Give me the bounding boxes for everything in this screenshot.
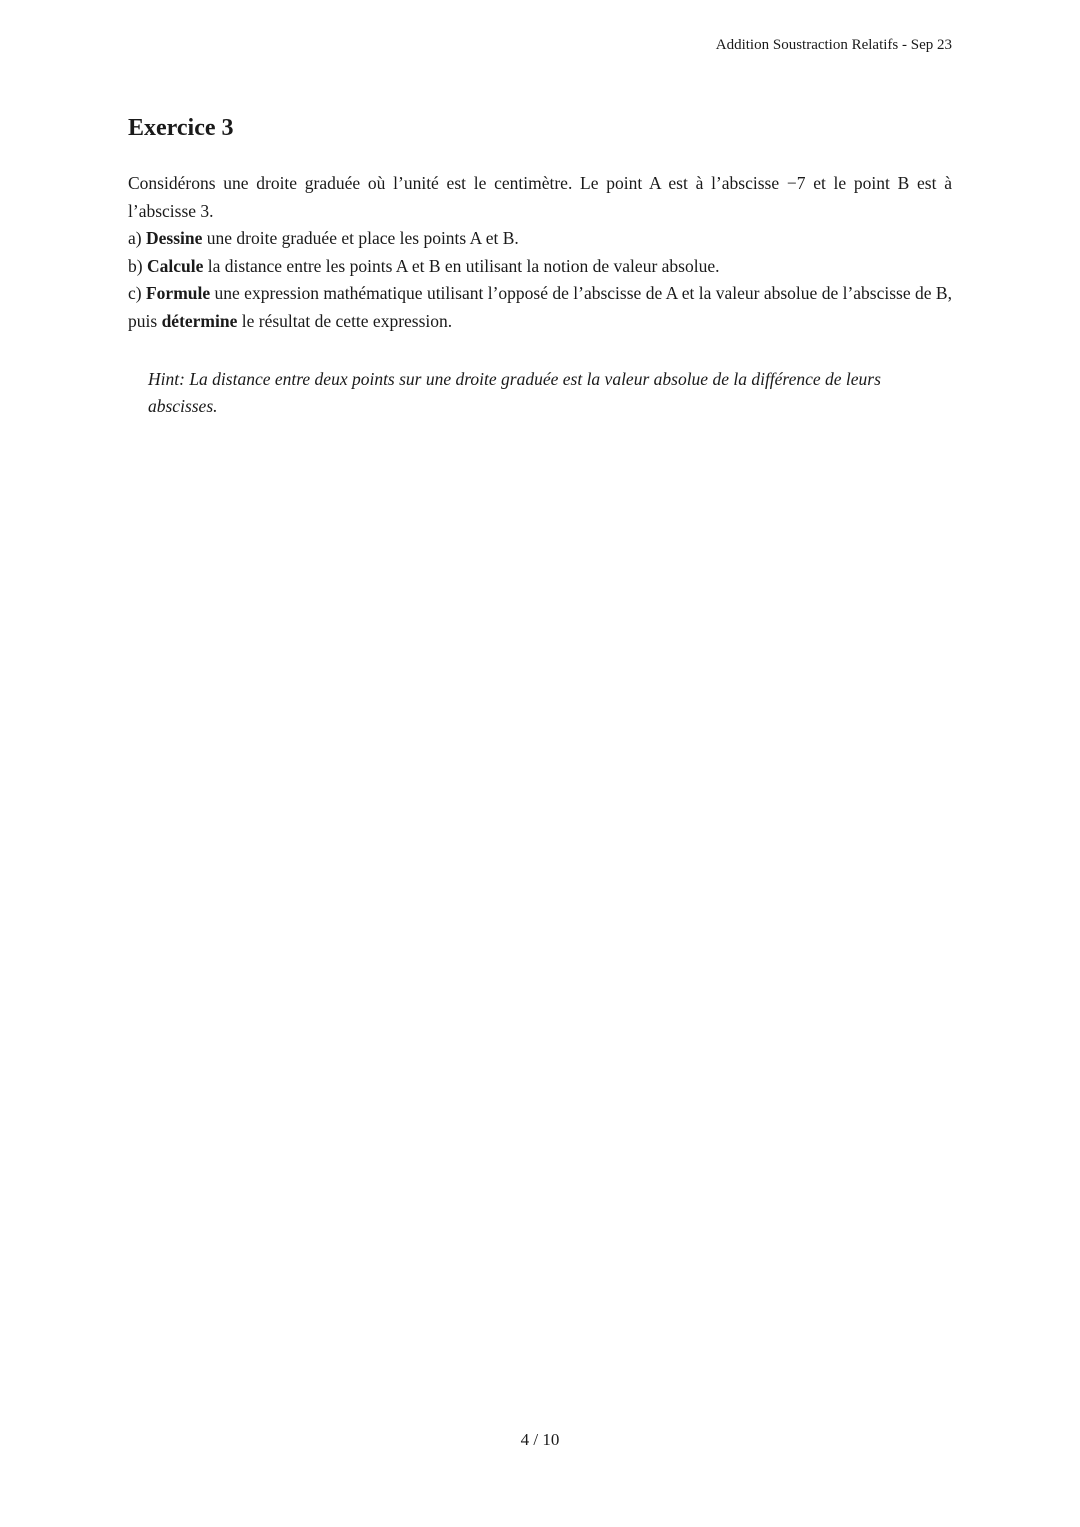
exercise-content	[128, 113, 952, 419]
exercise-hint: Hint: La distance entre deux points sur une droite graduée est la valeur absolue de la différence de leurs abscisses.	[148, 369, 881, 416]
exercise-title: Exercice 3	[128, 115, 234, 141]
exercise-item-c: c) Formule une expression mathématique utilisant l’opposé de l’abscisse de A et la valeur absolue de l’abscisse de B, puis détermine le résultat de cette expression.	[128, 283, 952, 331]
page-footer	[0, 1429, 1080, 1451]
exercise-intro: Considérons une droite graduée où l’unité est le centimètre. Le point A est à l’abscisse −7 et le point B est à l’abscisse 3.	[128, 173, 952, 221]
exercise-item-a: a) Dessine une droite graduée et place les points A et B.	[128, 228, 519, 248]
document-header-title: Addition Soustraction Relatifs - Sep 23	[715, 37, 952, 53]
page-header	[128, 36, 952, 55]
page-number: 4 / 10	[520, 1430, 560, 1449]
exercise-item-b: b) Calcule la distance entre les points A et B en utilisant la notion de valeur absolue.	[128, 255, 720, 276]
